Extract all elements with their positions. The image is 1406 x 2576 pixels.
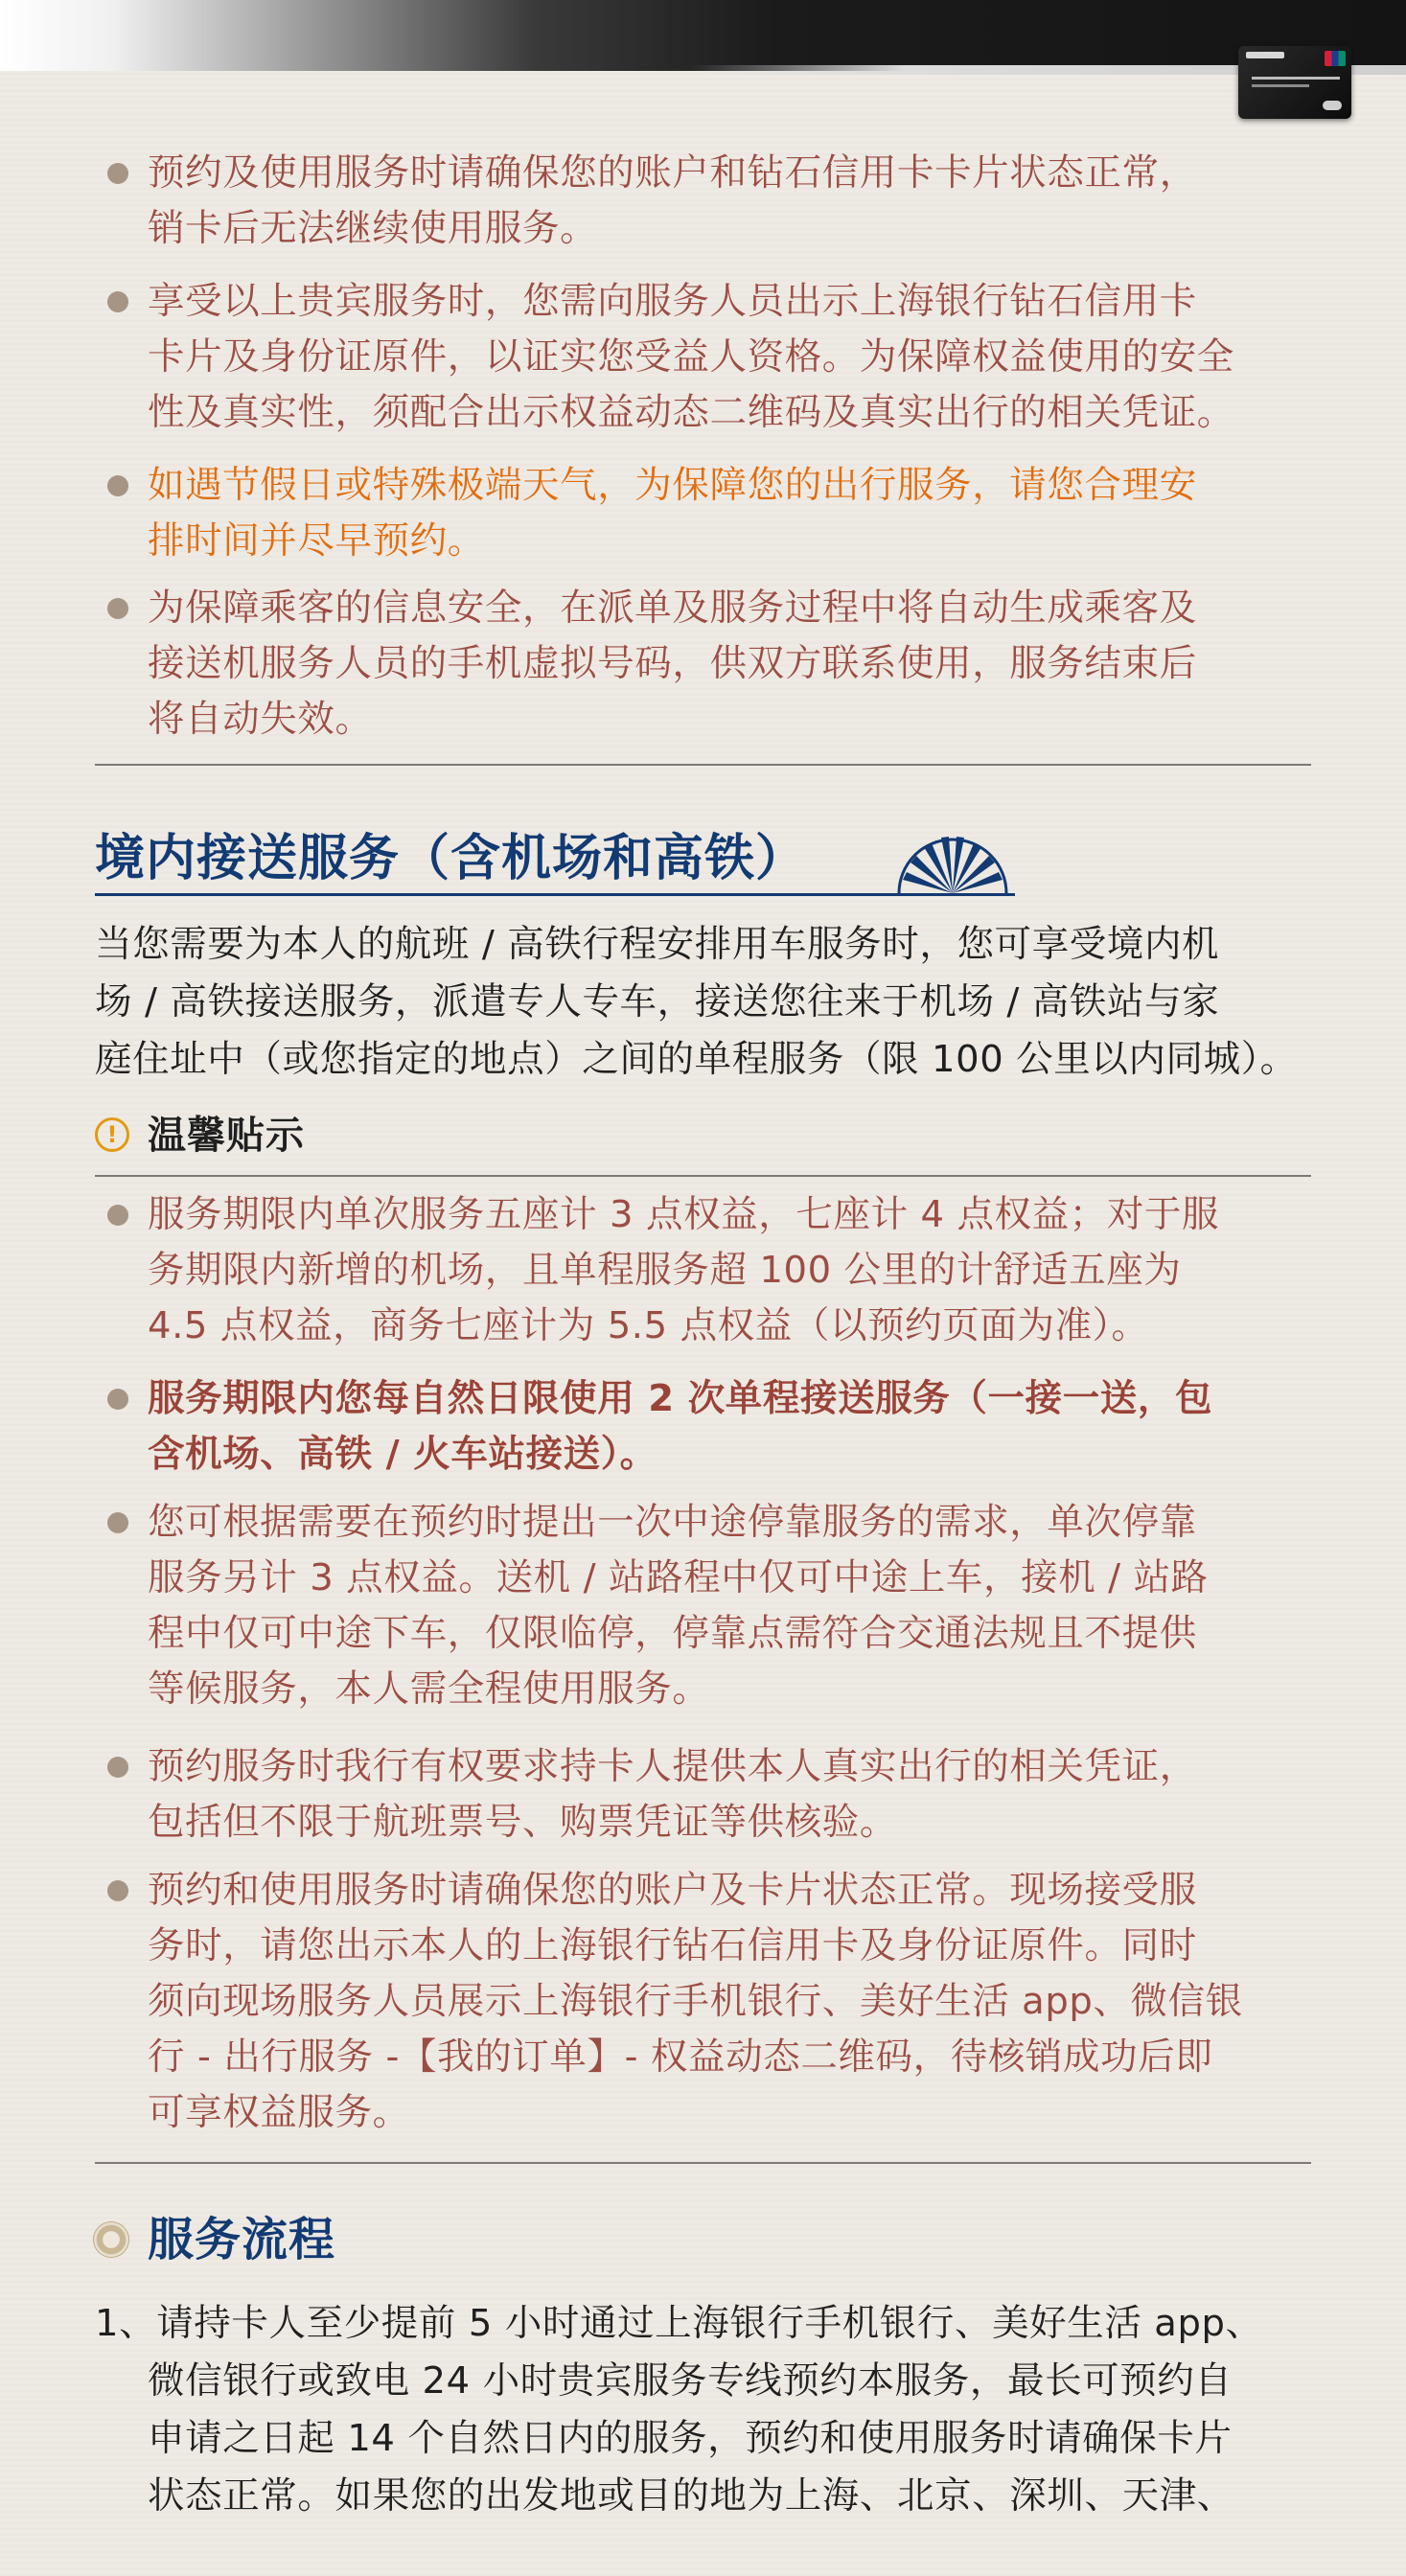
- bullet-icon: [107, 163, 128, 184]
- tip-line: 预约服务时我行有权要求持卡人提供本人真实出行的相关凭证，: [148, 1745, 1197, 1788]
- unionpay-logo: [1325, 51, 1346, 66]
- section-title: 境内接送服务（含机场和高铁）: [95, 830, 807, 887]
- bullet-icon: [107, 1512, 128, 1533]
- credit-card-image: [1238, 46, 1351, 119]
- card-detail: [1252, 84, 1309, 87]
- tip-line: 预约和使用服务时请确保您的账户及卡片状态正常。现场接受服: [148, 1869, 1197, 1912]
- tip-line: 4.5 点权益，商务七座计为 5.5 点权益（以预约页面为准）。: [148, 1304, 1149, 1347]
- note-line: 将自动失效。: [148, 698, 373, 741]
- tip-line-bold: 服务期限内您每自然日限使用 2 次单程接送服务（一接一送，包: [148, 1377, 1213, 1420]
- tip-line: 务时，请您出示本人的上海银行钻石信用卡及身份证原件。同时: [148, 1924, 1197, 1967]
- tip-line: 务期限内新增的机场，且单程服务超 100 公里的计舒适五座为: [148, 1249, 1182, 1292]
- tip-line: 服务期限内单次服务五座计 3 点权益，七座计 4 点权益；对于服: [148, 1193, 1220, 1236]
- sun-badge-icon: [93, 2221, 129, 2258]
- tip-line: 须向现场服务人员展示上海银行手机银行、美好生活 app、微信银: [148, 1980, 1243, 2023]
- tip-line-bold: 含机场、高铁 / 火车站接送）。: [148, 1433, 657, 1476]
- intro-line: 庭住址中（或您指定的地点）之间的单程服务（限 100 公里以内同城）。: [95, 1038, 1298, 1081]
- bullet-icon: [107, 598, 128, 619]
- step-line: 申请之日起 14 个自然日内的服务，预约和使用服务时请确保卡片: [148, 2417, 1233, 2460]
- divider: [95, 1175, 1311, 1177]
- note-line: 享受以上贵宾服务时，您需向服务人员出示上海银行钻石信用卡: [148, 280, 1197, 323]
- divider: [95, 2162, 1311, 2164]
- note-line: 接送机服务人员的手机虚拟号码，供双方联系使用，服务结束后: [148, 642, 1197, 685]
- header-banner: [0, 0, 1406, 71]
- note-line-highlight: 排时间并尽早预约。: [148, 519, 485, 563]
- bullet-icon: [107, 1205, 128, 1226]
- tip-line: 您可根据需要在预约时提出一次中途停靠服务的需求，单次停靠: [148, 1501, 1197, 1544]
- tip-line: 包括但不限于航班票号、购票凭证等供核验。: [148, 1801, 898, 1844]
- tips-label: 温馨贴示: [148, 1114, 305, 1158]
- intro-line: 场 / 高铁接送服务，派遣专人专车，接送您往来于机场 / 高铁站与家: [95, 980, 1220, 1024]
- bullet-icon: [107, 291, 128, 312]
- intro-line: 当您需要为本人的航班 / 高铁行程安排用车服务时，您可享受境内机: [95, 923, 1220, 966]
- note-line: 性及真实性，须配合出示权益动态二维码及真实出行的相关凭证。: [148, 391, 1234, 434]
- step-line: 微信银行或致电 24 小时贵宾服务专线预约本服务，最长可预约自: [148, 2359, 1233, 2403]
- bullet-icon: [107, 1880, 128, 1901]
- card-chip: [1323, 101, 1342, 110]
- card-detail: [1252, 77, 1340, 80]
- step-line: 状态正常。如果您的出发地或目的地为上海、北京、深圳、天津、: [148, 2474, 1234, 2518]
- note-line: 销卡后无法继续使用服务。: [148, 207, 598, 250]
- divider: [95, 764, 1311, 766]
- bullet-icon: [107, 1757, 128, 1778]
- note-line: 卡片及身份证原件，以证实您受益人资格。为保障权益使用的安全: [148, 335, 1234, 379]
- note-line: 为保障乘客的信息安全，在派单及服务过程中将自动生成乘客及: [148, 586, 1197, 630]
- step-line: 1、请持卡人至少提前 5 小时通过上海银行手机银行、美好生活 app、: [95, 2302, 1263, 2345]
- tip-line: 行 - 出行服务 -【我的订单】- 权益动态二维码，待核销成功后即: [148, 2036, 1213, 2079]
- process-title: 服务流程: [148, 2213, 336, 2266]
- title-underline: [95, 893, 1015, 896]
- bullet-icon: [107, 475, 128, 496]
- exclamation-circle-icon: !: [95, 1117, 129, 1152]
- tip-line: 可享权益服务。: [148, 2091, 410, 2134]
- tip-line: 服务另计 3 点权益。送机 / 站路程中仅可中途上车，接机 / 站路: [148, 1556, 1209, 1599]
- note-line: 预约及使用服务时请确保您的账户和钻石信用卡卡片状态正常，: [148, 151, 1197, 195]
- bullet-icon: [107, 1389, 128, 1410]
- fan-ornament-icon: [889, 830, 1016, 895]
- note-line-highlight: 如遇节假日或特殊极端天气，为保障您的出行服务，请您合理安: [148, 464, 1197, 507]
- tip-line: 程中仅可中途下车，仅限临停，停靠点需符合交通法规且不提供: [148, 1612, 1197, 1655]
- tip-line: 等候服务，本人需全程使用服务。: [148, 1668, 710, 1711]
- bank-logo: [1246, 52, 1284, 58]
